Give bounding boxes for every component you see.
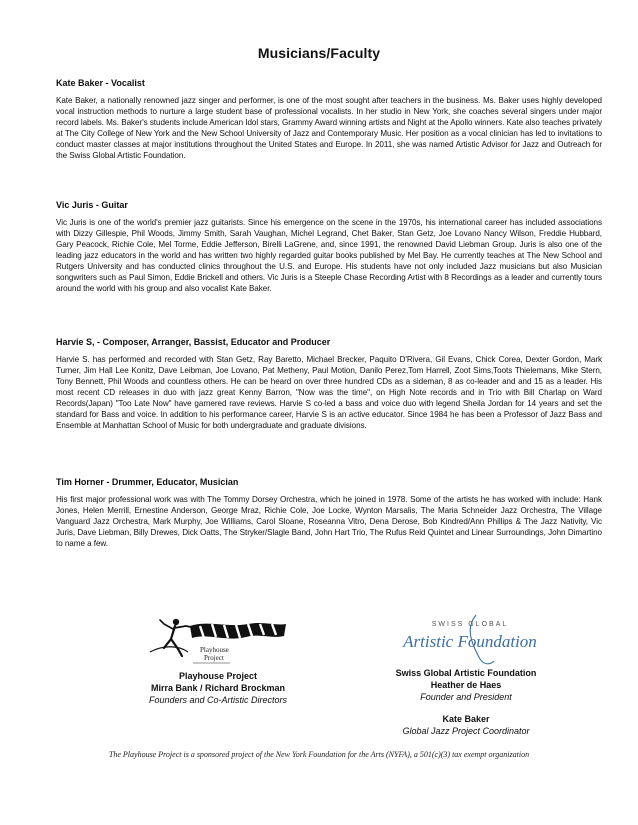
swiss-credits bbox=[366, 667, 566, 703]
swiss-org: Swiss Global Artistic Foundation bbox=[395, 668, 537, 678]
bio-heading: Vic Juris - Guitar bbox=[56, 200, 128, 210]
playhouse-logo-text-2: Project bbox=[204, 654, 224, 662]
swiss-role: Founder and President bbox=[420, 692, 512, 702]
playhouse-logo-text-1: Playhouse bbox=[200, 646, 229, 654]
coordinator-role: Global Jazz Project Coordinator bbox=[402, 726, 530, 736]
bio-vic-juris bbox=[56, 200, 602, 294]
playhouse-role: Founders and Co-Artistic Directors bbox=[148, 695, 288, 705]
bio-text: Vic Juris is one of the world's premier jazz guitarists. Since his emergence on the scene in the 1970s, his international career has included associations with Dizzy Gillespie, Phil Woods, Jimmy Smith, Sarah Vaughan, Michel Legrand, Chet Baker, Stan Getz, Joe Lovano Nancy Wilson, Freddie Hubbard, Gary Peacock, Richie Cole, Mel Torme, Eddie Jefferson, Birelli LaGrene, and, since 1991, the renowned David Liebman Group. Juris is also one of the leading jazz educators in the world and has written two highly regarded guitar books published by Mel Bay. He currently teaches at The New School and Rutgers University and has conducted clinics throughout the U.S. and Europe. His students have not only included Jazz musicians but also Musician songwriters such as Paul Simon, Eddie Brickell and others. Vic Juris is a Steeple Chase Recording Artist with 8 Recordings as a leader and currently tours around the world with his group and also vocalist Kate Baker. bbox=[56, 218, 602, 293]
flag-icon bbox=[190, 623, 286, 639]
bio-harvie-s bbox=[56, 337, 602, 431]
bio-tim-horner bbox=[56, 477, 602, 549]
playhouse-credits bbox=[118, 670, 318, 706]
playhouse-project-logo bbox=[138, 612, 288, 668]
swiss-logo-text-1: SWISS GLOBAL bbox=[431, 621, 509, 628]
swiss-name: Heather de Haes bbox=[430, 680, 502, 690]
figure-icon bbox=[150, 619, 191, 656]
footer-note: The Playhouse Project is a sponsored project of the New York Foundation for the Arts (NYFA), a 501(c)(3) tax exempt organization bbox=[108, 750, 530, 759]
playhouse-org: Playhouse Project bbox=[178, 671, 258, 681]
swiss-logo-text-2: Artistic Foundation bbox=[403, 632, 537, 651]
swiss-global-logo bbox=[400, 613, 540, 667]
coordinator-name: Kate Baker bbox=[442, 714, 490, 724]
bio-heading: Harvie S, - Composer, Arranger, Bassist, Educator and Producer bbox=[56, 337, 331, 347]
page-title: Musicians/Faculty bbox=[257, 45, 381, 61]
bio-text: Kate Baker, a nationally renowned jazz singer and performer, is one of the most sought after teachers in the business. Ms. Baker uses highly developed vocal instruction methods to nurture a large student base of professional vocalists. In her studio in New York, she coaches several singers under major record labels. Ms. Baker's students include American Idol stars, Grammy Award winning artists and Night at the Apollo winners. Kate also teaches privately at The City College of New York and the New School University of Jazz and Contemporary Music. Her position as a vocal clinician has led to invitations to conduct master classes at major institutions throughout the United States and Europe. In 2011, she was named Artistic Advisor for Jazz and Outreach for the Swiss Global Artistic Foundation. bbox=[56, 96, 602, 160]
bio-text: Harvie S. has performed and recorded with Stan Getz, Ray Baretto, Michael Brecker, Paquito D'Rivera, Gil Evans, Chick Corea, Dexter Gordon, Mark Turner, Jim Hall Lee Konitz, Dave Leibman, Joe Lovano, Pat Metheny, Paul Motion, Danilo Perez,Tom Harrell, Zoot Sims,Toots Thielemans, Mike Stern, Tony Bennett, Phil Woods and countless others. He can be heard on over three hundred CDs as a sideman, 8 as co-leader and and 15 as a leader. His most recent CD releases in duo with jazz great Kenny Barron, "Now was the time", on High Note records and in Trio with Bill Charlap on Ward Records(Japan) "Too Late Now" have garnered rave reviews. Harvie S co-led a bass and voice duo with legend Sheila Jordan for 14 years and set the standard for Bass and voice. In addition to his performance career, Harvie S is an active educator. Since 1984 he has been a Professor of Jazz Bass and Ensemble at Manhattan School of Music for both undergraduate and graduate divisions. bbox=[56, 355, 602, 430]
bio-text: His first major professional work was with The Tommy Dorsey Orchestra, which he joined in 1978. Some of the artists he has worked with include: Hank Jones, Helen Merrill, Ernestine Anderson, George Mraz, Richie Cole, Joe Locke, Wynton Marsalis, The Maria Schneider Jazz Orchestra, The Village Vanguard Jazz Orchestra, Mark Murphy, Joe Williams, Carol Sloane, Roseanna Vitro, Dena Derose, Bob Kindred/Ann Phillips & The Jazz Nativity, Vic Juris, Dave Liebman, Billy Drewes, Dick Oatts, The Stryker/Slagle Band, John Hart Trio, The Rufus Reid Quintet and Linear Surroundings, John Dimartino to name a few. bbox=[56, 495, 602, 548]
bio-kate-baker bbox=[56, 78, 602, 161]
bio-heading: Kate Baker - Vocalist bbox=[56, 78, 145, 88]
bio-heading: Tim Horner - Drummer, Educator, Musician bbox=[56, 477, 239, 487]
playhouse-names: Mirra Bank / Richard Brockman bbox=[150, 683, 286, 693]
coordinator-credits bbox=[366, 713, 566, 737]
